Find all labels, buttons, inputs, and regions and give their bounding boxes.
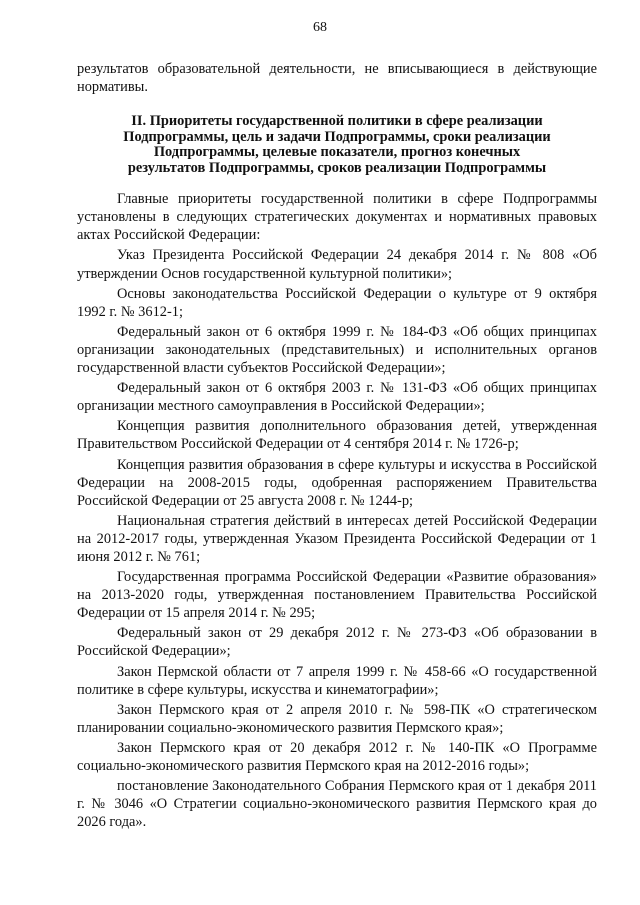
page-number: 68 [313, 20, 327, 35]
intro-fragment: результатов образовательной деятельности, не вписывающиеся в действующие нормативы. [77, 61, 597, 96]
section-title-line: Подпрограммы, целевые показатели, прогноз конечных [153, 144, 521, 161]
document-item: постановление Законодательного Собрания Пермского края от 1 декабря 2011 г. № 3046 «О Стратегии социально-экономического развития Пермского края до 2026 года». [77, 778, 597, 831]
document-item: Закон Пермского края от 2 апреля 2010 г. № 598-ПК «О стратегическом планировании социально-экономического развития Пермского края»; [77, 701, 597, 736]
section-title-line: II. Приоритеты государственной политики в сфере реализации [131, 113, 543, 130]
section-title-line: результатов Подпрограммы, сроков реализации Подпрограммы [127, 159, 547, 176]
document-item: Закон Пермского края от 20 декабря 2012 г. № 140-ПК «О Программе социально-экономического развития Пермского края на 2012-2016 годы»; [77, 739, 597, 774]
document-body [77, 60, 597, 833]
document-item: Национальная стратегия действий в интересах детей Российской Федерации на 2012-2017 годы, утвержденная Указом Президента Российской Федерации от 1 июня 2012 г. № 761; [77, 512, 597, 565]
document-item: Закон Пермской области от 7 апреля 1999 г. № 458-66 «О государственной политике в сфере культуры, искусства и кинематографии»; [77, 663, 597, 698]
document-item: Концепция развития дополнительного образования детей, утвержденная Правительством Российской Федерации от 4 сентября 2014 г. № 1726-р; [77, 418, 597, 453]
section-title [77, 114, 597, 176]
section-title-line: Подпрограммы, цель и задачи Подпрограммы, сроки реализации [123, 128, 551, 145]
document-item: Федеральный закон от 6 октября 1999 г. № 184-ФЗ «Об общих принципах организации законодательных (представительных) и исполнительных органов государственной власти субъектов Российской Федерации»; [77, 323, 597, 377]
document-item: Федеральный закон от 6 октября 2003 г. № 131-ФЗ «Об общих принципах организации местного самоуправления в Российской Федерации»; [77, 380, 597, 415]
document-item: Указ Президента Российской Федерации 24 декабря 2014 г. № 808 «Об утверждении Основ государственной культурной политики»; [77, 247, 597, 282]
document-item: Государственная программа Российской Федерации «Развитие образования» на 2013-2020 годы, утвержденная постановлением Правительства Российской Федерации от 15 апреля 2014 г. № 295; [77, 569, 597, 622]
document-item: Концепция развития образования в сфере культуры и искусства в Российской Федерации на 2008-2015 годы, одобренная распоряжением Правительства Российской Федерации от 25 августа 2008 г. № 1244-р; [77, 456, 597, 509]
document-item: Федеральный закон от 29 декабря 2012 г. № 273-ФЗ «Об образовании в Российской Федерации»; [77, 625, 597, 660]
document-item: Основы законодательства Российской Федерации о культуре от 9 октября 1992 г. № 3612-1; [77, 285, 597, 320]
lead-paragraph: Главные приоритеты государственной политики в сфере Подпрограммы установлены в следующих стратегических документах и нормативных правовых актах Российской Федерации: [77, 191, 597, 244]
